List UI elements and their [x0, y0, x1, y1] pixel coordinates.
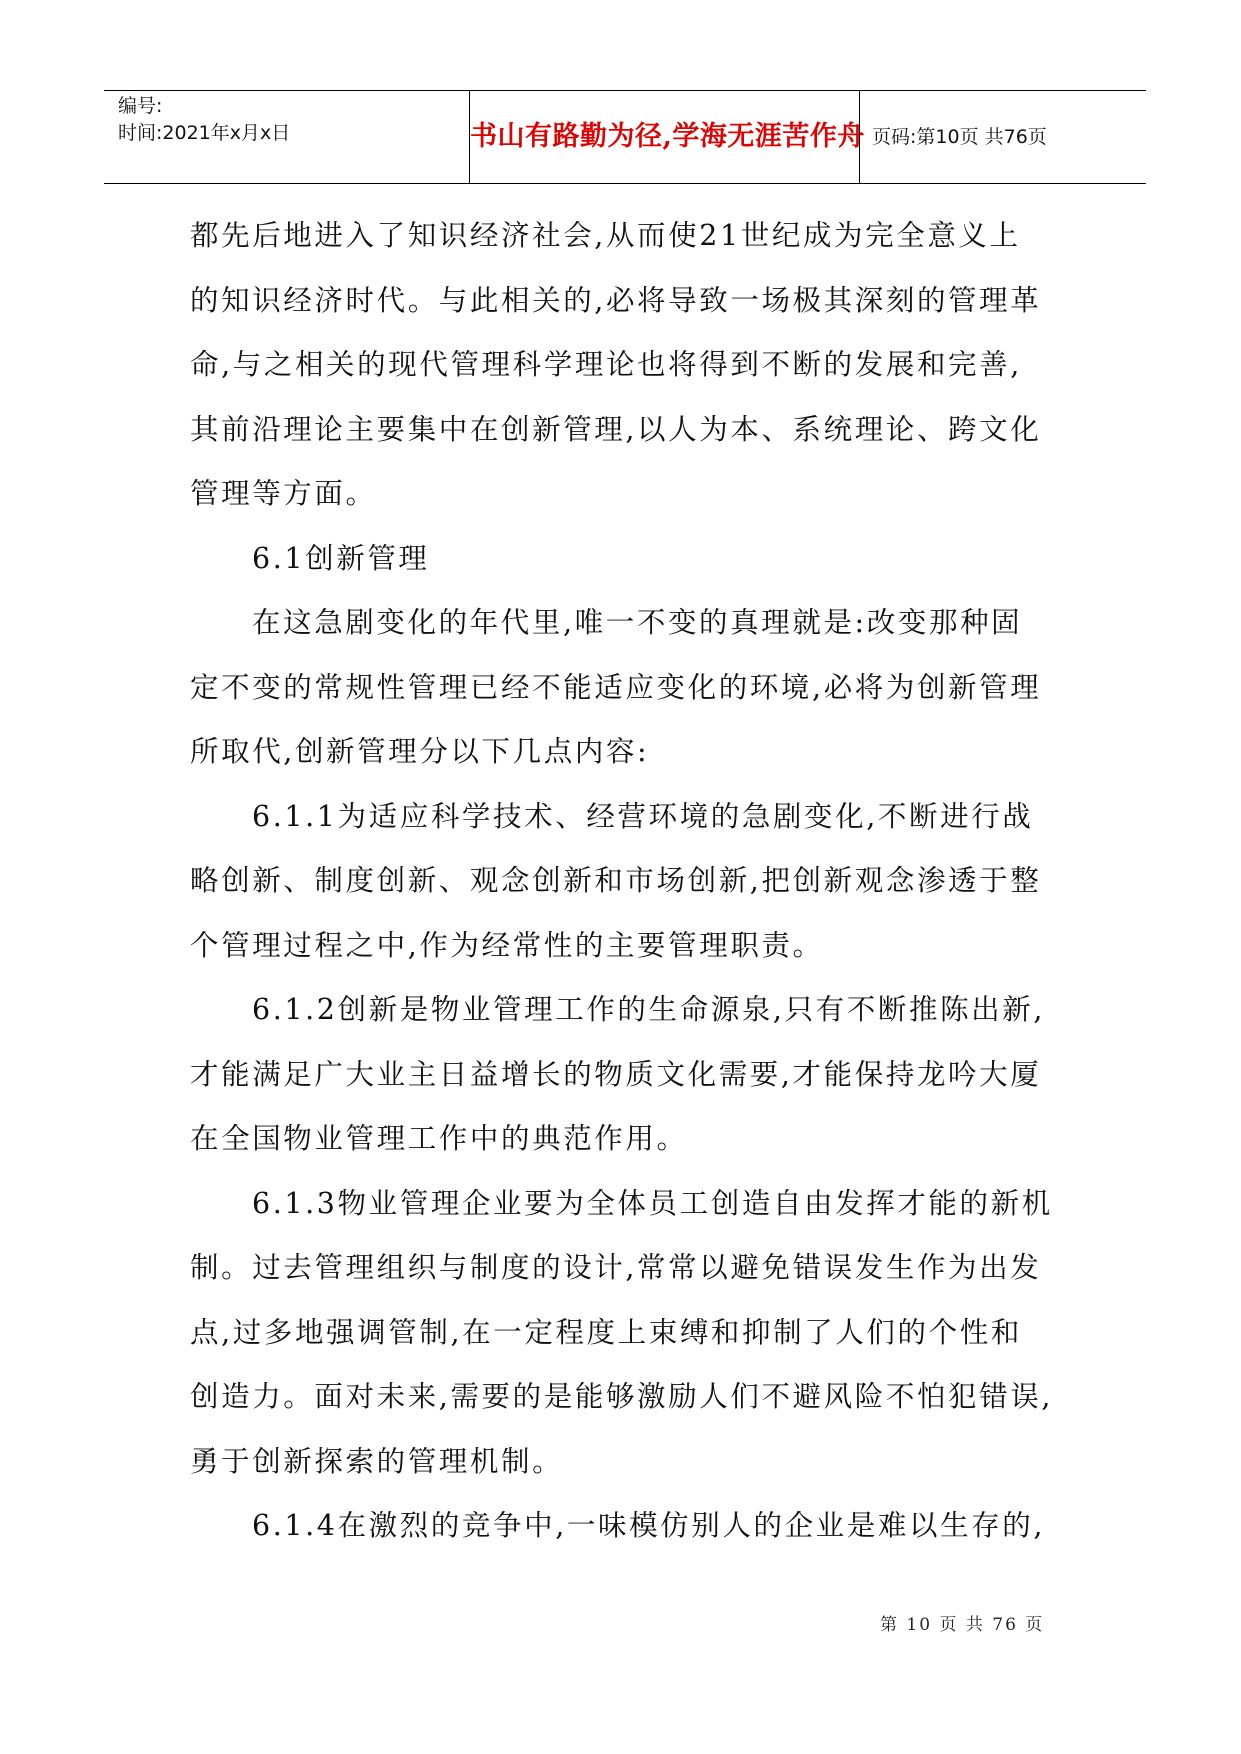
body-text-line: 管理等方面。 [190, 477, 377, 510]
body-text-line: 制。过去管理组织与制度的设计,常常以避免错误发生作为出发 [190, 1251, 1042, 1284]
body-text-line: 定不变的常规性管理已经不能适应变化的环境,必将为创新管理 [190, 670, 1042, 704]
body-text-line: 6.1.4在激烈的竞争中,一味模仿别人的企业是难以生存的, [252, 1509, 1046, 1542]
body-text-line: 在这急剧变化的年代里,唯一不变的真理就是:改变那种固 [252, 606, 1023, 639]
page-header [104, 90, 1146, 184]
header-motto: 书山有路勤为径,学海无涯苦作舟 [470, 121, 865, 152]
body-text-line: 略创新、制度创新、观念创新和市场创新,把创新观念渗透于整 [190, 864, 1042, 897]
body-text-line: 的知识经济时代。与此相关的,必将导致一场极其深刻的管理革 [190, 283, 1042, 317]
body-text-line: 创造力。面对未来,需要的是能够激励人们不避风险不怕犯错误, [190, 1380, 1054, 1413]
body-text-line: 6.1.3物业管理企业要为全体员工创造自由发挥才能的新机 [252, 1186, 1053, 1220]
body-text-line: 都先后地进入了知识经济社会,从而使21世纪成为完全意义上 [190, 219, 1021, 252]
document-number-label: 编号: [118, 95, 163, 117]
document-time-label: 时间:2021年x月x日 [118, 122, 291, 144]
body-text-line: 才能满足广大业主日益增长的物质文化需要,才能保持龙吟大厦 [190, 1057, 1042, 1091]
header-divider-right [859, 91, 860, 183]
body-text-line: 命,与之相关的现代管理科学理论也将得到不断的发展和完善, [190, 348, 1022, 381]
body-text-line: 6.1创新管理 [252, 541, 430, 575]
page-footer: 第 10 页 共 76 页 [880, 1615, 1045, 1635]
body-text-line: 6.1.1为适应科学技术、经营环境的急剧变化,不断进行战 [252, 799, 1034, 833]
body-text-line: 点,过多地强调管制,在一定程度上束缚和抑制了人们的个性和 [190, 1315, 1022, 1349]
body-text-line: 个管理过程之中,作为经常性的主要管理职责。 [190, 928, 824, 962]
body-text-line: 勇于创新探索的管理机制。 [190, 1444, 564, 1478]
body-text-line: 其前沿理论主要集中在创新管理,以人为本、系统理论、跨文化 [190, 412, 1042, 446]
body-text-line: 6.1.2创新是物业管理工作的生命源泉,只有不断推陈出新, [252, 993, 1046, 1026]
document-body [190, 204, 1060, 1559]
body-text-line: 在全国物业管理工作中的典范作用。 [190, 1122, 688, 1155]
header-page-number: 页码:第10页 共76页 [872, 126, 1047, 148]
header-meta [118, 93, 458, 147]
body-text-line: 所取代,创新管理分以下几点内容: [190, 735, 650, 768]
